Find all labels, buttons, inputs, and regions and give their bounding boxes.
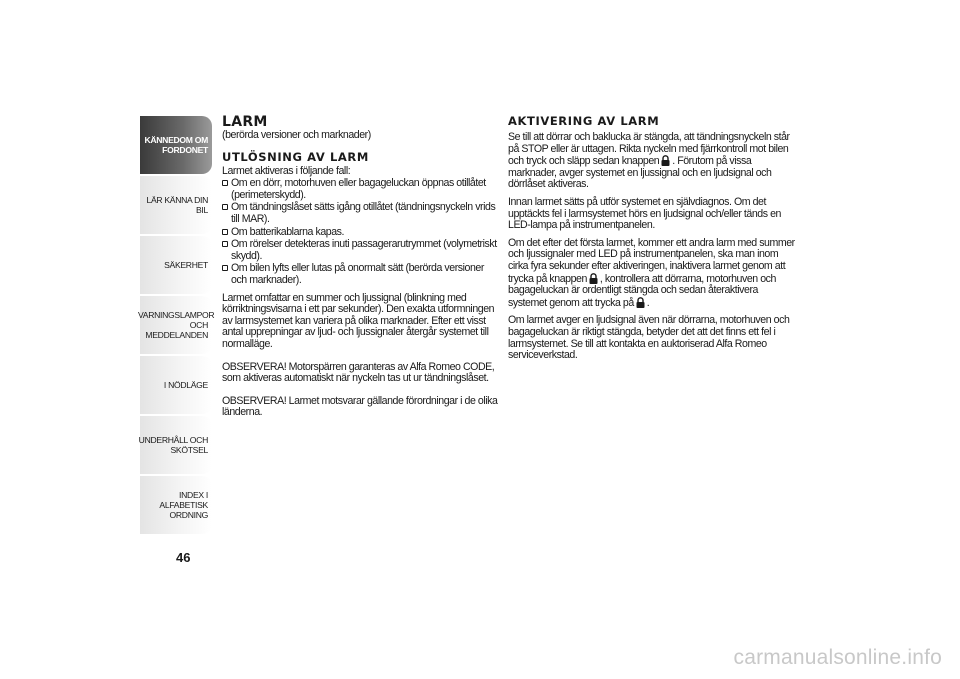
list-item-text: Om batterikablarna kapas. xyxy=(231,225,344,238)
tab-label: VARNINGSLAMPOR OCH MEDDELANDEN xyxy=(138,310,215,340)
list-item xyxy=(222,202,502,225)
watermark: carmanualsonline.info xyxy=(733,646,942,669)
list-item-text: Om tändningslåset sätts igång otillåtet (tändningsnyckeln vrids till MAR). xyxy=(231,201,496,225)
page-number: 46 xyxy=(176,550,191,565)
trigger-list xyxy=(222,178,502,286)
checkbox-bullet-icon xyxy=(222,204,228,210)
note-paragraph: OBSERVERA! Motorspärren garanteras av Alfa Romeo CODE, som aktiveras automatiskt när nyckeln tas ut ur tändningslåset. xyxy=(222,360,495,385)
tab-label: INDEX I ALFABETISK ORDNING xyxy=(159,490,208,520)
tab-label: LÄR KÄNNA DIN BIL xyxy=(146,195,208,215)
list-item-text: Om rörelser detekteras inuti passagerarutrymmet (volymetriskt skydd). xyxy=(231,238,497,262)
text-span: . xyxy=(646,296,650,309)
tab-i-nodlage[interactable] xyxy=(140,356,212,414)
intro-text: Larmet aktiveras i följande fall: xyxy=(222,164,351,177)
paragraph xyxy=(508,132,798,191)
checkbox-bullet-icon xyxy=(222,241,228,247)
tab-label: UNDERHÅLL OCH SKÖTSEL xyxy=(138,435,208,455)
lock-button-icon xyxy=(589,273,598,284)
lock-button-icon xyxy=(636,297,645,308)
paragraph xyxy=(508,238,798,310)
checkbox-bullet-icon xyxy=(222,180,228,186)
text-span: , kontrollera att dörrarna, motorhuven och bagageluckan är ordentligt stängda och sedan återaktivera systemet genom att trycka på xyxy=(508,272,776,309)
list-item xyxy=(222,239,502,262)
right-column xyxy=(508,114,798,368)
tab-varningslampor[interactable] xyxy=(138,296,215,354)
tab-label: SÄKERHET xyxy=(164,260,208,270)
text-span: . Förutom på vissa marknader, avger systemet en ljussignal och en ljudsignal och dörrlåset aktiveras. xyxy=(508,155,772,191)
subsection-heading: UTLÖSNING AV LARM xyxy=(222,149,369,164)
paragraph: Innan larmet sätts på utför systemet en självdiagnos. Om det upptäckts fel i larmsystemet hörs en ljudsignal och/eller tänds en LED-lampa på instrumentpanelen. xyxy=(508,195,781,232)
checkbox-bullet-icon xyxy=(222,265,228,271)
section-subtitle: (berörda versioner och marknader) xyxy=(222,129,371,141)
tab-sakerhet[interactable] xyxy=(140,236,212,294)
subsection-heading: AKTIVERING AV LARM xyxy=(508,114,660,128)
text-span: Se till att dörrar och baklucka är stängda, att tändningsnyckeln står på STOP eller är uttagen. Rikta nyckeln med fjärrkontroll mot bilen och tryck och släpp sedan knappen xyxy=(508,131,790,168)
paragraph: Larmet omfattar en summer och ljussignal (blinkning med körriktningsvisarna i ett par sekunder). Den exakta utformningen av larmsystemet kan variera på olika marknader. Efter ett visst antal upprepningar av ljud- och ljussignaler återgår systemet till normalläge. xyxy=(222,291,495,350)
paragraph: Om larmet avger en ljudsignal även när dörrarna, motorhuven och bagageluckan är riktigt stängda, betyder det att det finns ett fel i larmsystemet. Se till att kontakta en auktoriserad Alfa Romeo serviceverkstad. xyxy=(508,314,790,362)
list-item-text: Om bilen lyfts eller lutas på onormalt sätt (berörda versioner och marknader). xyxy=(231,262,484,286)
tab-kannedom-om-fordonet[interactable] xyxy=(140,116,212,174)
list-item xyxy=(222,263,502,286)
lock-button-icon xyxy=(661,155,670,166)
tab-label: I NÖDLÄGE xyxy=(163,380,208,390)
list-item-text: Om en dörr, motorhuven eller bagageluckan öppnas otillåtet (perimeterskydd). xyxy=(231,177,486,201)
tab-label: KÄNNEDOM OM FORDONET xyxy=(144,135,208,155)
checkbox-bullet-icon xyxy=(222,229,228,235)
left-column xyxy=(222,114,502,425)
list-item xyxy=(222,178,502,201)
tab-lar-kanna-din-bil[interactable] xyxy=(140,176,212,234)
section-title: LARM xyxy=(222,114,268,130)
note-paragraph: OBSERVERA! Larmet motsvarar gällande förordningar i de olika länderna. xyxy=(222,394,498,419)
list-item xyxy=(222,227,502,239)
tab-underhall-och-skotsel[interactable] xyxy=(140,416,212,474)
text-span: Om det efter det första larmet, kommer ett andra larm med summer och ljussignaler med LED på instrumentpanelen, ska man inom cirka fyra sekunder efter aktiveringen, inaktivera larmet genom att trycka på knappen xyxy=(508,236,795,285)
chapter-sidebar xyxy=(138,116,215,536)
tab-index[interactable] xyxy=(140,476,212,534)
